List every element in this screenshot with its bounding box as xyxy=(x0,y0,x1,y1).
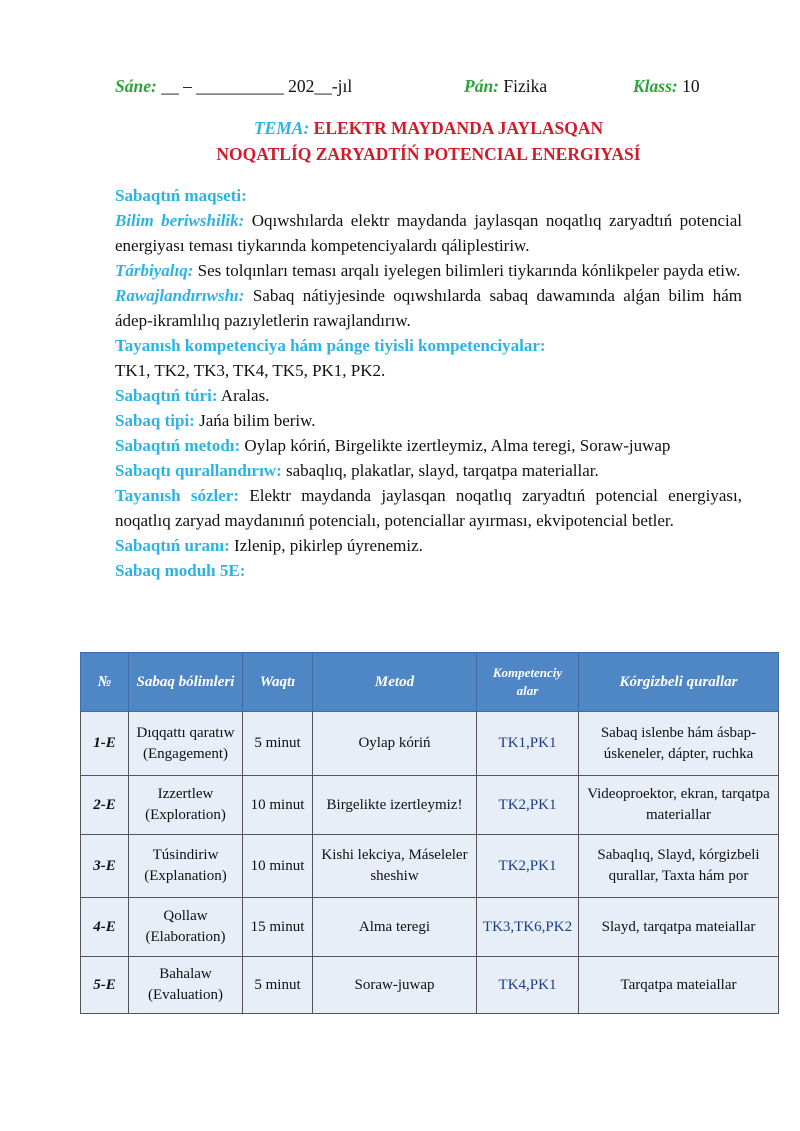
row-code: 1-E xyxy=(81,712,129,776)
header-line xyxy=(115,76,715,100)
col-time-header: Waqtı xyxy=(243,653,313,712)
lesson-keywords xyxy=(115,483,742,533)
lesson-method xyxy=(115,433,742,458)
row-tools: Tarqatpa mateiallar xyxy=(579,957,779,1014)
topic-label: TEMA: xyxy=(253,118,310,138)
upbringing-text: Ses tolqınları teması arqalı iyelegen bilimleri tiykarında kónlikpeler payda etiw. xyxy=(193,261,741,280)
row-method: Birgelikte izertleymiz! xyxy=(313,776,477,835)
date-value: __ – __________ 202__-jıl xyxy=(156,76,353,96)
col-stage-header: Sabaq bólimleri xyxy=(129,653,243,712)
competencies-heading: Tayanısh kompetenciya hám pánge tiyisli kompetenciyalar: xyxy=(115,336,546,355)
development-text: Sabaq nátiyjesinde oqıwshılarda sabaq dawamında alǵan bilim hám ádep-ikramlılıq pazıyletlerin rawajlandırıw. xyxy=(115,286,742,330)
row-competencies: TK2,PK1 xyxy=(477,776,579,835)
row-stage: Bahalaw (Evaluation) xyxy=(129,957,243,1014)
class-field xyxy=(633,76,700,97)
education-label: Bilim beriwshilik: xyxy=(115,211,245,230)
subject-field xyxy=(464,76,547,97)
row-code: 2-E xyxy=(81,776,129,835)
row-stage: Túsindiriw (Explanation) xyxy=(129,835,243,898)
row-tools: Slayd, tarqatpa mateiallar xyxy=(579,898,779,957)
equipment-label: Sabaqtı qurallandırıw: xyxy=(115,461,282,480)
module-table xyxy=(80,652,779,1014)
topic-title-line2: NOQATLÍQ ZARYADTÍŃ POTENCIAL ENERGIYASÍ xyxy=(216,144,641,164)
subject-label: Pán: xyxy=(464,76,499,96)
motto-label: Sabaqtıń uranı: xyxy=(115,536,230,555)
date-label: Sáne: xyxy=(115,76,157,96)
kind-text: Jańa bilim beriw. xyxy=(194,411,316,430)
lesson-kind xyxy=(115,408,742,433)
class-label: Klass: xyxy=(633,76,678,96)
upbringing-label: Tárbiyalıq: xyxy=(115,261,194,280)
type-text: Aralas. xyxy=(217,386,270,405)
row-method: Oylap kóriń xyxy=(313,712,477,776)
module-heading: Sabaq modulı 5E: xyxy=(115,561,246,580)
lesson-equipment xyxy=(115,458,742,483)
row-tools: Sabaq islenbe hám ásbap-úskeneler, dápter, ruchka xyxy=(579,712,779,776)
row-competencies: TK1,PK1 xyxy=(477,712,579,776)
row-code: 5-E xyxy=(81,957,129,1014)
row-code: 4-E xyxy=(81,898,129,957)
row-method: Kishi lekciya, Máseleler sheshiw xyxy=(313,835,477,898)
table-row xyxy=(81,712,779,776)
development-goal xyxy=(115,283,742,333)
table-row xyxy=(81,835,779,898)
row-time: 15 minut xyxy=(243,898,313,957)
upbringing-goal xyxy=(115,258,742,283)
education-goal xyxy=(115,208,742,258)
row-stage: Izzertlew (Exploration) xyxy=(129,776,243,835)
method-text: Oylap kóriń, Birgelikte izertleymiz, Alma teregi, Soraw-juwap xyxy=(240,436,671,455)
row-competencies: TK2,PK1 xyxy=(477,835,579,898)
topic-title-line1 xyxy=(115,118,742,139)
class-value: 10 xyxy=(677,76,700,96)
motto-text: Izlenip, pikirlep úyrenemiz. xyxy=(229,536,423,555)
row-time: 10 minut xyxy=(243,835,313,898)
row-stage: Dıqqattı qaratıw (Engagement) xyxy=(129,712,243,776)
col-tools-header: Kórgizbeli qurallar xyxy=(579,653,779,712)
subject-value: Fizika xyxy=(499,76,548,96)
lesson-motto xyxy=(115,533,742,558)
row-competencies: TK3,TK6,PK2 xyxy=(477,898,579,957)
row-stage: Qollaw (Elaboration) xyxy=(129,898,243,957)
row-code: 3-E xyxy=(81,835,129,898)
lesson-type xyxy=(115,383,742,408)
row-method: Soraw-juwap xyxy=(313,957,477,1014)
method-label: Sabaqtıń metodı: xyxy=(115,436,241,455)
row-competencies: TK4,PK1 xyxy=(477,957,579,1014)
col-number-header: № xyxy=(81,653,129,712)
type-label: Sabaqtıń túri: xyxy=(115,386,218,405)
kind-label: Sabaq tipi: xyxy=(115,411,195,430)
competencies-text: TK1, TK2, TK3, TK4, TK5, PK1, PK2. xyxy=(115,361,386,380)
table-header-row xyxy=(81,653,779,712)
development-label: Rawajlandırıwshı: xyxy=(115,286,245,305)
col-competencies-header: Kompetenciy alar xyxy=(477,653,579,712)
table-row xyxy=(81,776,779,835)
keywords-text: Elektr maydanda jaylasqan noqatlıq zaryadtıń potencial energiyası, noqatlıq zaryad maydanınıń potencialı, potenciallar ayırması, ekvipotencial betler. xyxy=(115,486,742,530)
equipment-text: sabaqlıq, plakatlar, slayd, tarqatpa materiallar. xyxy=(281,461,599,480)
education-text: Oqıwshılarda elektr maydanda jaylasqan noqatlıq zaryadtıń potencial energiyası teması tiykarında kompetenciyalardı qáliplestiriw. xyxy=(115,211,742,255)
lesson-details xyxy=(115,183,742,583)
table-row xyxy=(81,898,779,957)
row-tools: Sabaqlıq, Slayd, kórgizbeli qurallar, Taxta hám por xyxy=(579,835,779,898)
goal-heading: Sabaqtıń maqseti: xyxy=(115,186,247,205)
topic-title-text1: ELEKTR MAYDANDA JAYLASQAN xyxy=(309,118,604,138)
date-field xyxy=(115,76,352,97)
row-time: 5 minut xyxy=(243,957,313,1014)
row-method: Alma teregi xyxy=(313,898,477,957)
row-time: 5 minut xyxy=(243,712,313,776)
col-method-header: Metod xyxy=(313,653,477,712)
row-tools: Videoproektor, ekran, tarqatpa materiallar xyxy=(579,776,779,835)
keywords-label: Tayanısh sózler: xyxy=(115,486,239,505)
table-row xyxy=(81,957,779,1014)
row-time: 10 minut xyxy=(243,776,313,835)
